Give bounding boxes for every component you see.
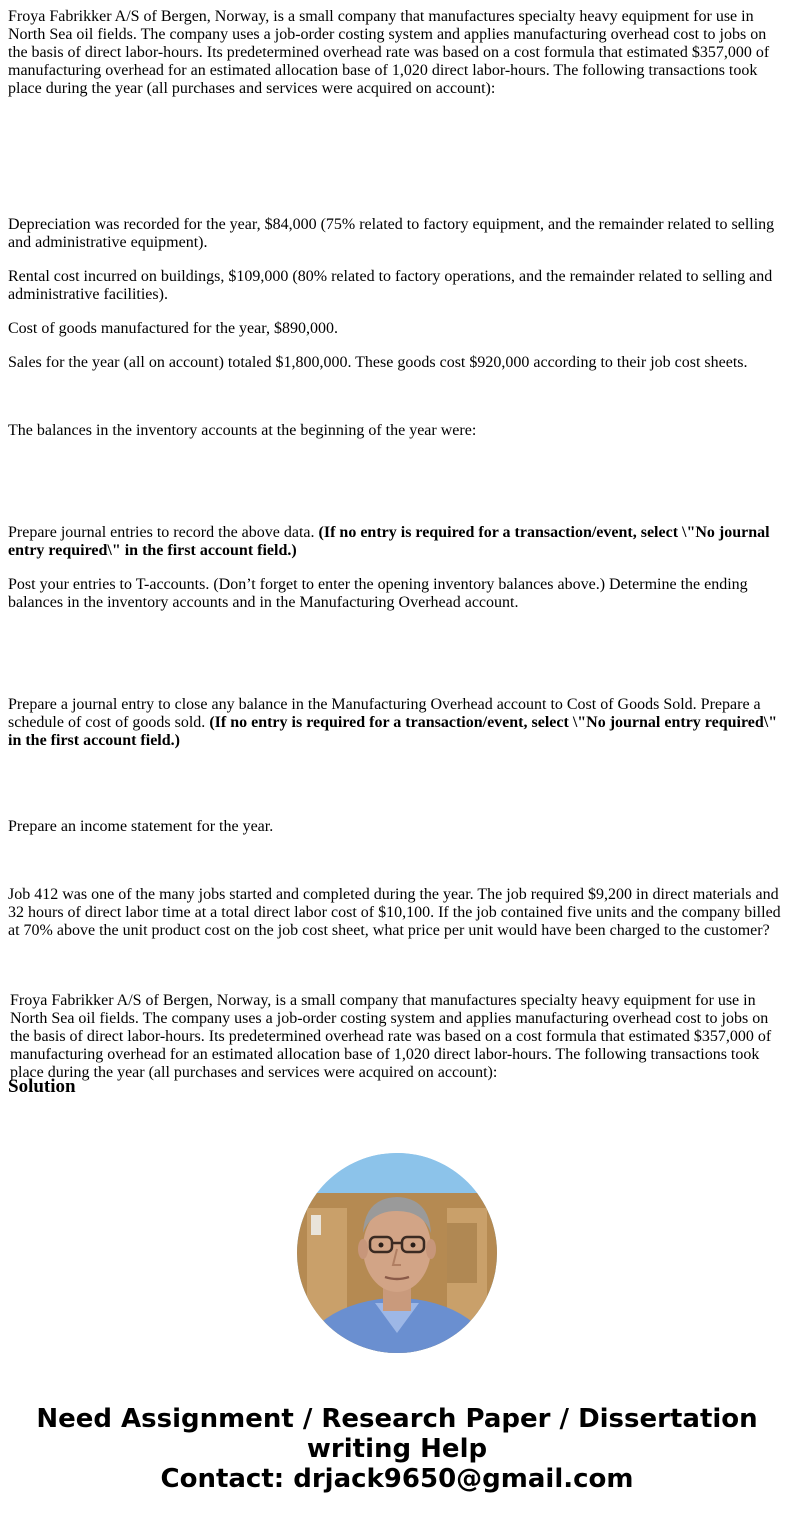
rental-paragraph: Rental cost incurred on buildings, $109,000 (80% related to factory operations, and the remainder related to selling and administrative facilities). [8, 268, 773, 303]
requirement-1-text: Prepare journal entries to record the above data. [8, 524, 319, 541]
solution-heading: Solution [8, 1076, 76, 1097]
depreciation-paragraph: Depreciation was recorded for the year, $84,000 (75% related to factory equipment, and the remainder related to selling and administrative equipment). [8, 216, 775, 251]
requirement-2: Post your entries to T-accounts. (Don’t forget to enter the opening inventory balances above.) Determine the ending balances in the inventory accounts and in the Manufacturing Overhead account. [8, 576, 748, 611]
requirement-3-text: Prepare a journal entry to close any balance in the Manufacturing Overhead account to Cost of Goods Sold. Prepare a schedule of cost of goods sold. [8, 696, 761, 731]
tutor-photo-icon [297, 1153, 497, 1353]
promo-line-1: Need Assignment / Research Paper / Dissertation writing Help [36, 1404, 758, 1464]
requirement-4: Prepare an income statement for the year. [8, 818, 274, 835]
requirement-3 [8, 696, 784, 750]
balances-paragraph: The balances in the inventory accounts at the beginning of the year were: [8, 422, 477, 439]
intro-paragraph: Froya Fabrikker A/S of Bergen, Norway, is a small company that manufactures specialty heavy equipment for use in North Sea oil fields. The company uses a job-order costing system and applies manufacturing overhead cost to jobs on the basis of direct labor-hours. Its predetermined overhead rate was based on a cost formula that estimated $357,000 of manufacturing overhead for an estimated allocation base of 1,020 direct labor-hours. The following transactions took place during the year (all purchases and services were acquired on account): [8, 8, 770, 97]
requirement-5: Job 412 was one of the many jobs started and completed during the year. The job required $9,200 in direct materials and 32 hours of direct labor time at a total direct labor cost of $10,100. If the job contained five units and the company billed at 70% above the unit product cost on the job cost sheet, what price per unit would have been charged to the customer? [8, 886, 781, 939]
promo-contact: Contact: drjack9650@gmail.com [160, 1464, 634, 1494]
promo-banner [0, 1404, 794, 1494]
repeat-intro-paragraph: Froya Fabrikker A/S of Bergen, Norway, is a small company that manufactures specialty heavy equipment for use in North Sea oil fields. The company uses a job-order costing system and applies manufacturing overhead cost to jobs on the basis of direct labor-hours. Its predetermined overhead rate was based on a cost formula that estimated $357,000 of manufacturing overhead for an estimated allocation base of 1,020 direct labor-hours. The following transactions took place during the year (all purchases and services were acquired on account): [10, 992, 772, 1081]
requirement-1 [8, 524, 784, 560]
sales-paragraph: Sales for the year (all on account) totaled $1,800,000. These goods cost $920,000 according to their job cost sheets. [8, 354, 748, 371]
requirement-1-note: (If no entry is required for a transaction/event, select \"No journal entry required\" in the first account field.) [8, 524, 770, 559]
requirement-3-note: (If no entry is required for a transaction/event, select \"No journal entry required\" in the first account field.) [8, 714, 778, 749]
cogm-paragraph: Cost of goods manufactured for the year, $890,000. [8, 320, 338, 337]
